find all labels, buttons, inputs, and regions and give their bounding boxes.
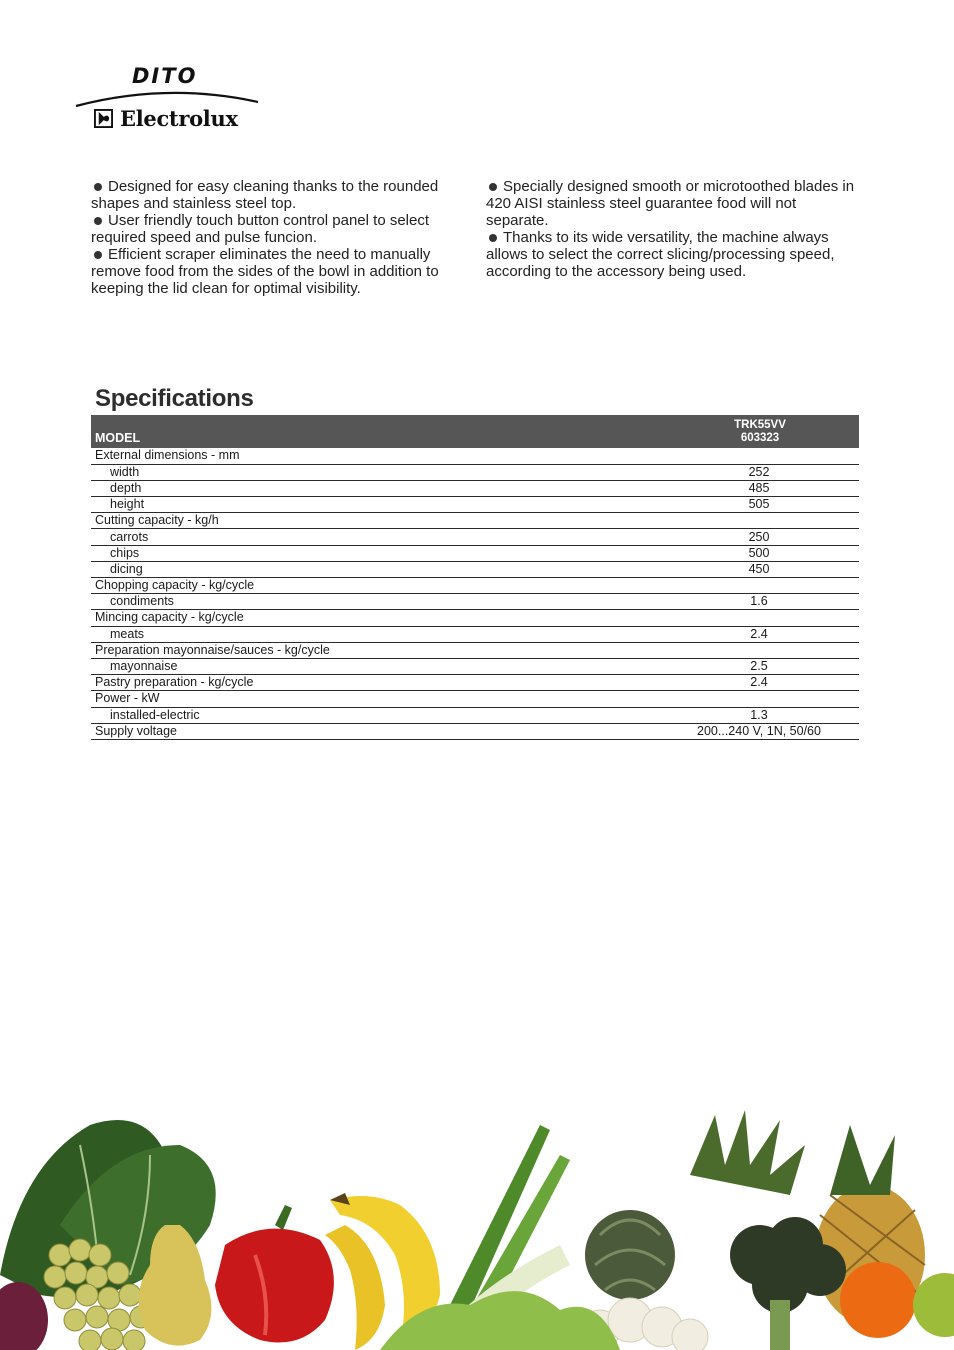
spec-label: installed-electric	[91, 707, 659, 723]
orange-icon	[840, 1262, 916, 1338]
spec-value: 200...240 V, 1N, 50/60	[659, 723, 859, 739]
electrolux-logo	[94, 104, 238, 132]
table-row	[91, 594, 859, 610]
spec-value: 2.4	[659, 675, 859, 691]
spec-value: 250	[659, 529, 859, 545]
fresh-produce-illustration	[0, 1105, 954, 1350]
table-row	[91, 561, 859, 577]
spec-label: width	[91, 464, 659, 480]
spec-label: depth	[91, 480, 659, 496]
spec-value: 485	[659, 480, 859, 496]
spec-label: carrots	[91, 529, 659, 545]
spec-label: meats	[91, 626, 659, 642]
table-row	[91, 723, 859, 739]
bullet-icon	[94, 251, 102, 259]
spec-label: Pastry preparation - kg/cycle	[91, 675, 659, 691]
spec-value	[659, 578, 859, 594]
specifications-body	[91, 448, 859, 739]
table-row	[91, 707, 859, 723]
brand-logo	[74, 64, 264, 134]
table-row	[91, 691, 859, 707]
model-code: 603323	[740, 431, 780, 444]
sub-brand-wordmark: DITO	[132, 64, 198, 88]
features-right-column	[486, 178, 858, 280]
table-row	[91, 675, 859, 691]
table-row	[91, 497, 859, 513]
spec-value	[659, 691, 859, 707]
spec-label: dicing	[91, 561, 659, 577]
spec-label: condiments	[91, 594, 659, 610]
spec-value: 450	[659, 561, 859, 577]
spec-value: 1.3	[659, 707, 859, 723]
table-row	[91, 545, 859, 561]
table-row	[91, 642, 859, 658]
spec-value	[659, 513, 859, 529]
model-column-header: MODEL	[91, 415, 659, 448]
features-left-column	[91, 178, 463, 297]
table-row	[91, 610, 859, 626]
spec-label: External dimensions - mm	[91, 448, 659, 464]
spec-label: Power - kW	[91, 691, 659, 707]
feature-item: Specially designed smooth or microtoothed blades in 420 AISI stainless steel guarantee food will not separate.	[486, 178, 855, 229]
spec-value	[659, 448, 859, 464]
spec-label: mayonnaise	[91, 658, 659, 674]
bullet-icon	[489, 183, 497, 191]
spec-label: height	[91, 497, 659, 513]
specifications-heading: Specifications	[95, 385, 254, 412]
bullet-icon	[489, 234, 497, 242]
table-row	[91, 578, 859, 594]
model-value-header	[659, 415, 859, 448]
table-row	[91, 529, 859, 545]
spec-value: 2.4	[659, 626, 859, 642]
spec-value: 1.6	[659, 594, 859, 610]
table-row	[91, 480, 859, 496]
spec-label: Supply voltage	[91, 723, 659, 739]
spec-value: 2.5	[659, 658, 859, 674]
spec-label: Chopping capacity - kg/cycle	[91, 578, 659, 594]
bullet-icon	[94, 217, 102, 225]
electrolux-mark-icon	[94, 109, 113, 128]
feature-item: Designed for easy cleaning thanks to the rounded shapes and stainless steel top.	[91, 178, 439, 212]
spec-label: Preparation mayonnaise/sauces - kg/cycle	[91, 642, 659, 658]
table-row	[91, 448, 859, 464]
feature-item: User friendly touch button control panel to select required speed and pulse funcion.	[91, 212, 430, 246]
feature-item: Thanks to its wide versatility, the machine always allows to select the correct slicing/processing speed, according to the accessory being used.	[486, 229, 835, 280]
spec-value: 500	[659, 545, 859, 561]
spec-label: Mincing capacity - kg/cycle	[91, 610, 659, 626]
specifications-table	[91, 415, 859, 740]
spec-value: 505	[659, 497, 859, 513]
spec-value	[659, 610, 859, 626]
red-pepper-icon	[215, 1205, 334, 1343]
table-header-row	[91, 415, 859, 448]
feature-item: Efficient scraper eliminates the need to manually remove food from the sides of the bowl in addition to keeping the lid clean for optimal visibility.	[91, 246, 439, 297]
spec-value: 252	[659, 464, 859, 480]
artichoke-icon	[585, 1210, 675, 1300]
table-row	[91, 513, 859, 529]
spec-label: chips	[91, 545, 659, 561]
spec-label: Cutting capacity - kg/h	[91, 513, 659, 529]
spec-value	[659, 642, 859, 658]
brand-wordmark: Electrolux	[120, 105, 238, 131]
model-name: TRK55VV	[734, 418, 786, 431]
bullet-icon	[94, 183, 102, 191]
table-row	[91, 626, 859, 642]
table-row	[91, 658, 859, 674]
table-row	[91, 464, 859, 480]
